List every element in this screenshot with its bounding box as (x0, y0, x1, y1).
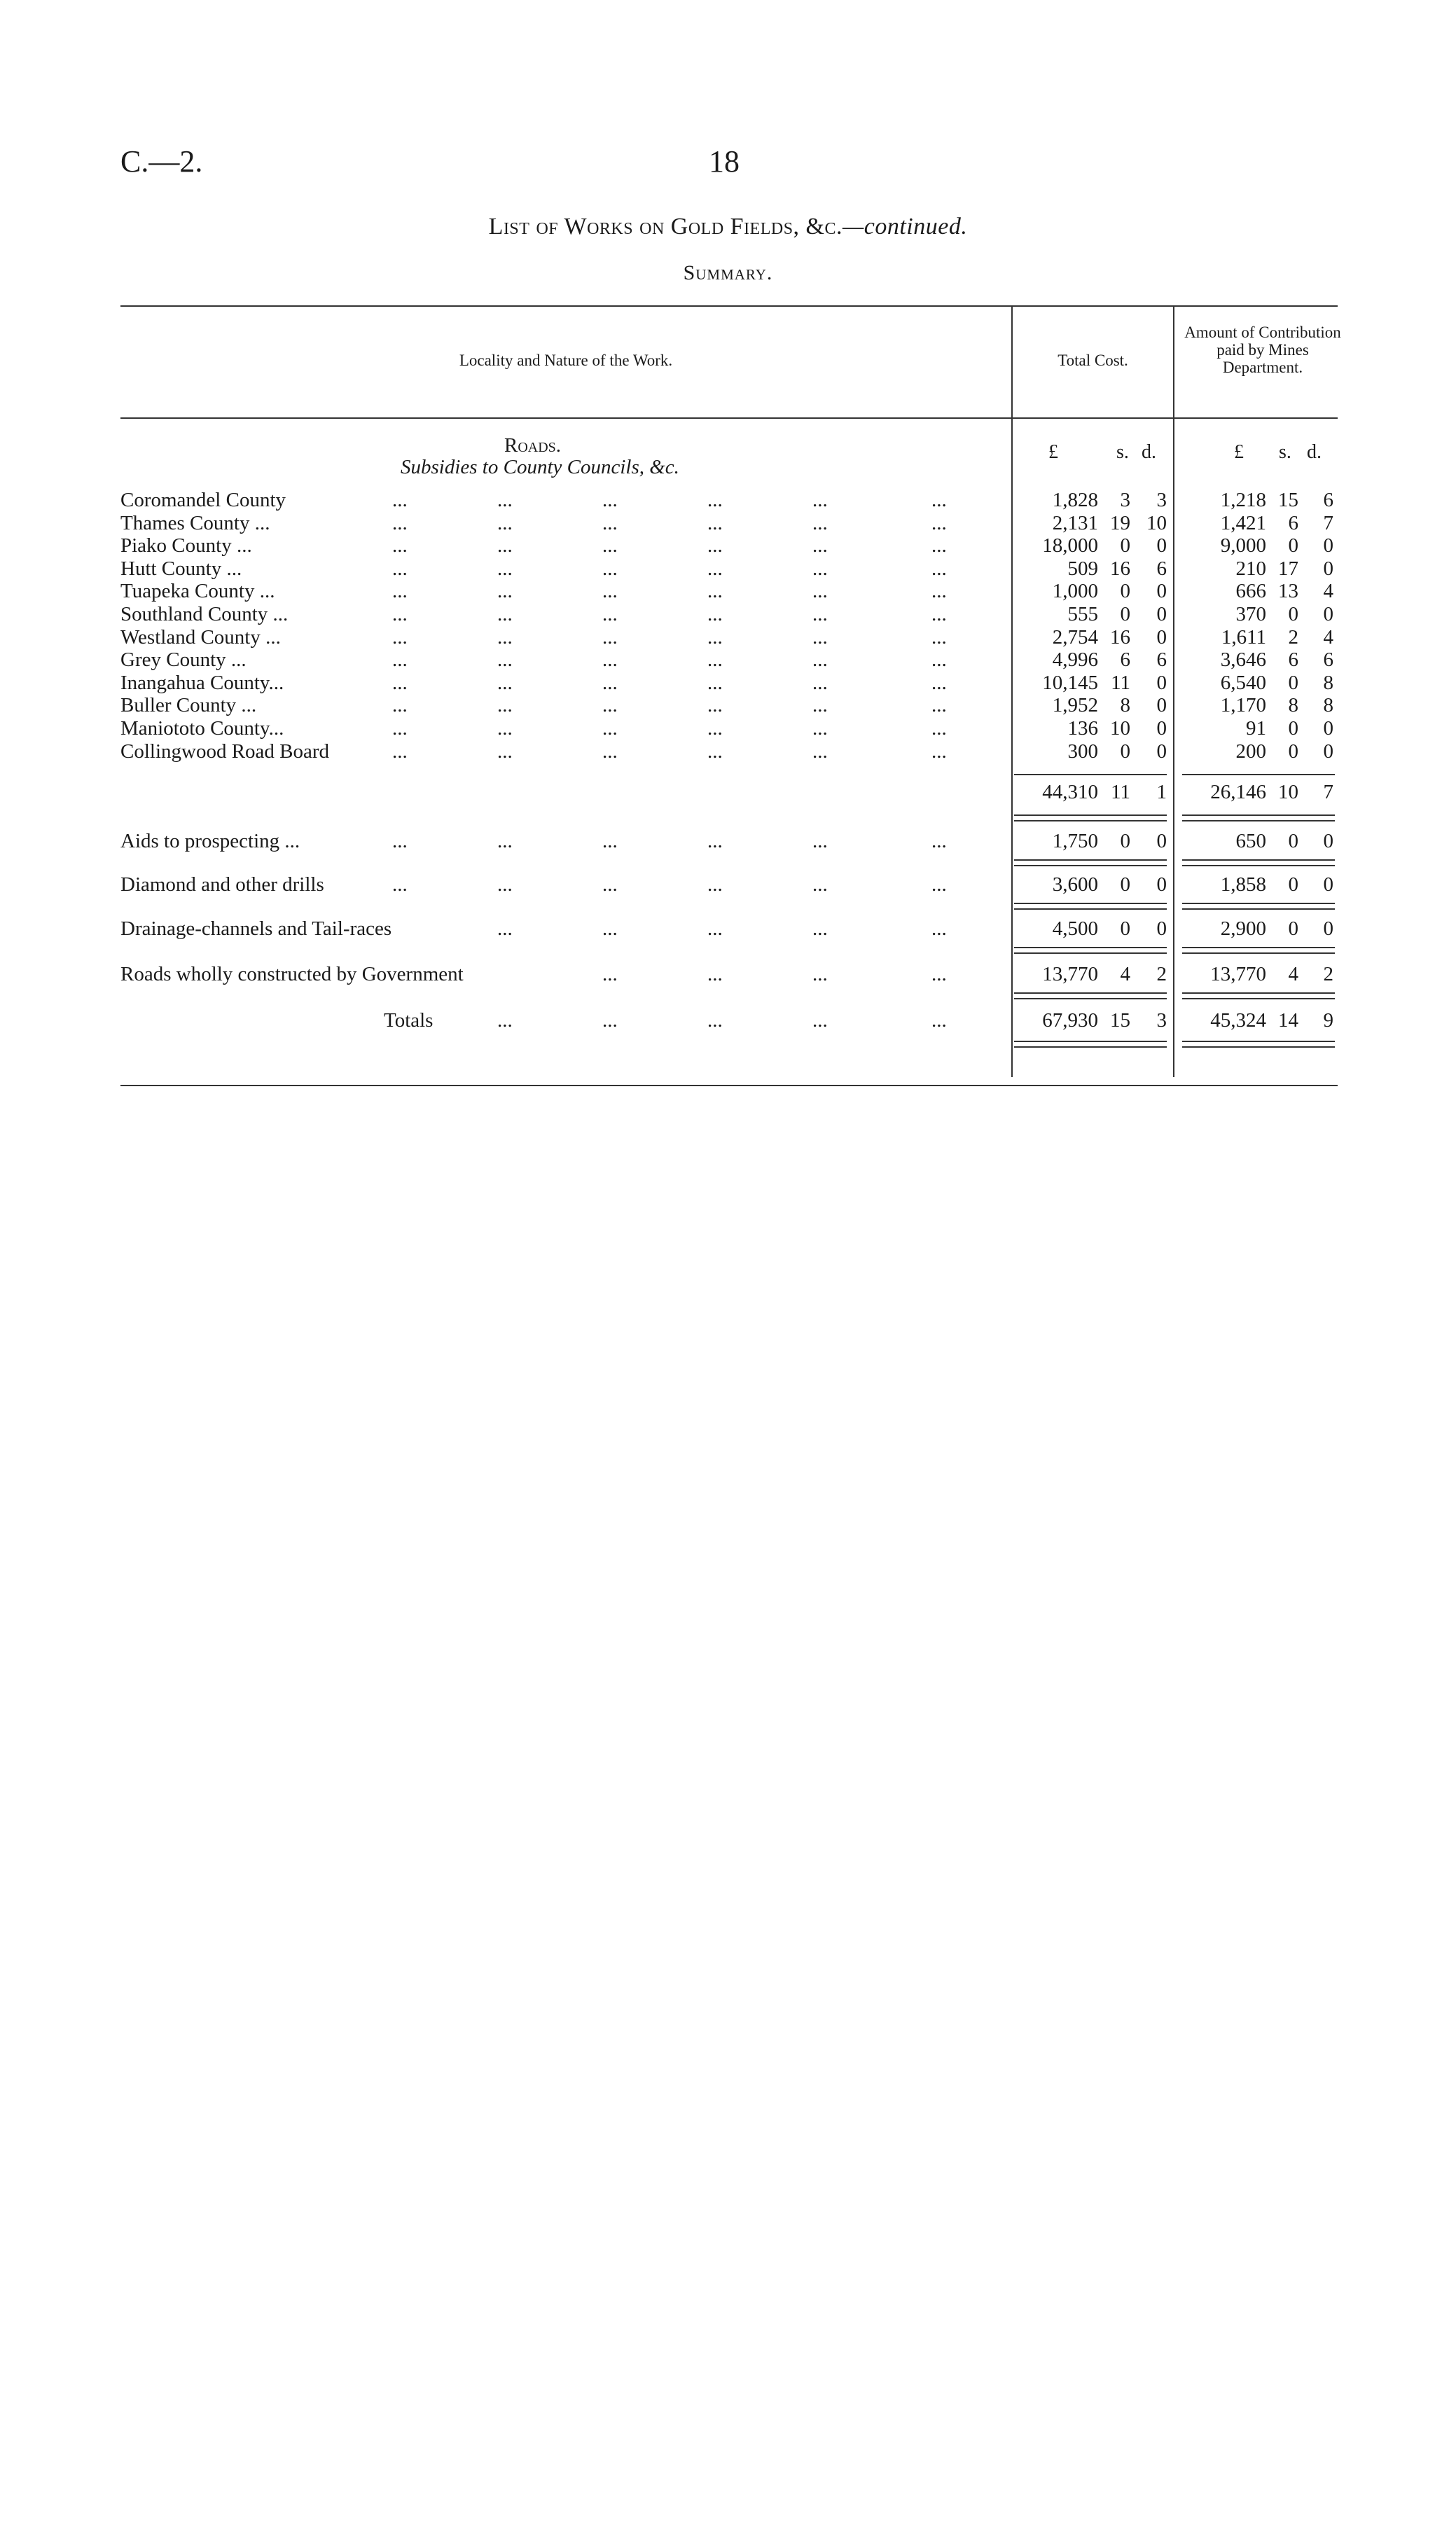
leader-dots: ... (392, 717, 408, 740)
leader-dots: ... (392, 557, 408, 580)
contribution-pence: 0 (1323, 740, 1333, 763)
row-label: Westland County ... (120, 625, 281, 649)
leader-dots: ... (931, 740, 947, 763)
row-label: Buller County ... (120, 694, 257, 717)
table-row (0, 672, 1456, 694)
leader-dots: ... (602, 580, 618, 603)
contribution-pounds: 2,900 (1220, 917, 1266, 940)
dot-leaders (392, 781, 1000, 803)
contribution-pounds: 6,540 (1220, 671, 1266, 694)
dot-leaders (392, 694, 1000, 716)
contribution-pence: 7 (1323, 781, 1333, 803)
total-cost-pounds: 18,000 (1042, 534, 1098, 557)
table-row (0, 963, 1456, 985)
total-cost-pence: 3 (1156, 489, 1167, 511)
total-cost-pounds: 1,952 (1052, 694, 1098, 717)
total-cost-pence: 0 (1156, 534, 1167, 557)
leader-dots: ... (812, 649, 828, 672)
leader-dots: ... (812, 740, 828, 763)
total-cost-pounds: 1,000 (1052, 580, 1098, 603)
total-cost-pence: 0 (1156, 625, 1167, 649)
leader-dots: ... (497, 489, 513, 511)
leader-dots: ... (497, 580, 513, 603)
leader-dots: ... (707, 511, 723, 534)
leader-dots: ... (602, 963, 618, 985)
total-cost-pence: 0 (1156, 717, 1167, 740)
row-label: Thames County ... (120, 511, 270, 534)
table-bottom-rule (120, 1085, 1338, 1086)
leader-dots: ... (707, 534, 723, 557)
leader-dots: ... (707, 671, 723, 694)
leader-dots: ... (602, 649, 618, 672)
leader-dots: ... (707, 917, 723, 940)
leader-dots: ... (392, 694, 408, 717)
contribution-shillings: 13 (1278, 580, 1298, 603)
row-label: Aids to prospecting ... (120, 830, 300, 852)
contribution-pounds: 13,770 (1210, 963, 1266, 985)
leader-dots: ... (931, 671, 947, 694)
leader-dots: ... (707, 873, 723, 896)
table-row (0, 740, 1456, 763)
leader-dots: ... (812, 489, 828, 511)
contribution-pence: 6 (1323, 489, 1333, 511)
leader-dots: ... (931, 534, 947, 557)
row-label: Tuapeka County ... (120, 580, 275, 603)
leader-dots: ... (812, 873, 828, 896)
contribution-shillings: 0 (1288, 534, 1298, 557)
total-cost-pounds: 4,996 (1052, 649, 1098, 672)
leader-dots: ... (707, 717, 723, 740)
double-rule (1182, 903, 1335, 910)
dot-leaders (392, 917, 1000, 940)
leader-dots: ... (812, 1009, 828, 1032)
leader-dots: ... (392, 830, 408, 852)
leader-dots: ... (392, 580, 408, 603)
total-cost-shillings: 0 (1120, 534, 1130, 557)
contribution-shillings: 0 (1288, 917, 1298, 940)
contribution-shillings: 6 (1288, 511, 1298, 534)
contribution-shillings: 0 (1288, 740, 1298, 763)
total-cost-pounds: 13,770 (1042, 963, 1098, 985)
leader-dots: ... (602, 511, 618, 534)
double-rule (1182, 992, 1335, 999)
total-cost-pence: 1 (1156, 781, 1167, 803)
double-rule (1014, 947, 1167, 954)
contribution-pence: 0 (1323, 717, 1333, 740)
leader-dots: ... (497, 873, 513, 896)
total-cost-shillings: 0 (1120, 580, 1130, 603)
contribution-pounds: 210 (1235, 557, 1266, 580)
contribution-shillings: 4 (1288, 963, 1298, 985)
leader-dots: ... (931, 557, 947, 580)
title-main: List of Works on Gold Fields, &c. (488, 214, 843, 240)
unit-s-cost: s. (1116, 441, 1129, 463)
leader-dots: ... (392, 625, 408, 649)
double-rule (1014, 1041, 1167, 1048)
contribution-shillings: 0 (1288, 873, 1298, 896)
double-rule (1182, 947, 1335, 954)
row-label: Diamond and other drills (120, 873, 324, 896)
dot-leaders (392, 512, 1000, 534)
dot-leaders (392, 580, 1000, 602)
table-row (0, 489, 1456, 511)
column-header-total-cost: Total Cost. (1058, 352, 1128, 369)
leader-dots: ... (707, 557, 723, 580)
table-row (0, 580, 1456, 602)
leader-dots: ... (602, 557, 618, 580)
dot-leaders (392, 873, 1000, 896)
leader-dots: ... (602, 489, 618, 511)
table-row (0, 830, 1456, 852)
total-cost-shillings: 0 (1120, 873, 1130, 896)
leader-dots: ... (812, 580, 828, 603)
total-cost-shillings: 0 (1120, 740, 1130, 763)
row-label: Southland County ... (120, 603, 289, 625)
contribution-pounds: 1,218 (1220, 489, 1266, 511)
table-row (0, 917, 1456, 940)
leader-dots: ... (707, 489, 723, 511)
leader-dots: ... (707, 649, 723, 672)
row-label: Roads wholly constructed by Government (120, 963, 464, 985)
contribution-pounds: 26,146 (1210, 781, 1266, 803)
row-label: Totals (384, 1009, 434, 1032)
contribution-pounds: 1,858 (1220, 873, 1266, 896)
total-cost-pounds: 509 (1067, 557, 1098, 580)
leader-dots: ... (497, 625, 513, 649)
leader-dots: ... (497, 740, 513, 763)
total-cost-shillings: 16 (1110, 557, 1130, 580)
row-label: Grey County ... (120, 649, 247, 672)
total-cost-shillings: 3 (1120, 489, 1130, 511)
leader-dots: ... (931, 625, 947, 649)
row-label: Maniototo County... (120, 717, 284, 740)
dot-leaders (392, 1009, 1000, 1032)
section-heading-roads: Roads. (504, 434, 562, 457)
contribution-pence: 6 (1323, 649, 1333, 672)
leader-dots: ... (497, 830, 513, 852)
leader-dots: ... (707, 1009, 723, 1032)
contribution-shillings: 17 (1278, 557, 1298, 580)
contribution-shillings: 2 (1288, 625, 1298, 649)
contribution-pence: 7 (1323, 511, 1333, 534)
total-cost-shillings: 11 (1111, 671, 1130, 694)
table-row (0, 512, 1456, 534)
contribution-pounds: 666 (1235, 580, 1266, 603)
total-cost-pounds: 136 (1067, 717, 1098, 740)
unit-pound-contribution: £ (1234, 441, 1244, 463)
contribution-shillings: 15 (1278, 489, 1298, 511)
contribution-pence: 9 (1323, 1009, 1333, 1032)
double-rule (1014, 903, 1167, 910)
leader-dots: ... (707, 603, 723, 625)
dot-leaders (392, 489, 1000, 511)
row-label: Drainage-channels and Tail-races (120, 917, 392, 940)
leader-dots: ... (707, 740, 723, 763)
contribution-pounds: 200 (1235, 740, 1266, 763)
leader-dots: ... (497, 694, 513, 717)
total-cost-shillings: 15 (1110, 1009, 1130, 1032)
contribution-pounds: 1,611 (1221, 625, 1266, 649)
total-cost-pence: 0 (1156, 580, 1167, 603)
total-cost-pence: 0 (1156, 740, 1167, 763)
total-cost-shillings: 11 (1111, 781, 1130, 803)
leader-dots: ... (812, 830, 828, 852)
contribution-shillings: 10 (1278, 781, 1298, 803)
leader-dots: ... (707, 963, 723, 985)
dot-leaders (392, 830, 1000, 852)
total-cost-pence: 0 (1156, 671, 1167, 694)
total-cost-pounds: 555 (1067, 603, 1098, 625)
document-reference: C.—2. (120, 144, 203, 179)
leader-dots: ... (931, 963, 947, 985)
leader-dots: ... (497, 511, 513, 534)
table-row (0, 649, 1456, 671)
dot-leaders (392, 626, 1000, 649)
contribution-pence: 4 (1323, 580, 1333, 603)
leader-dots: ... (497, 603, 513, 625)
contribution-pounds: 3,646 (1220, 649, 1266, 672)
contribution-shillings: 0 (1288, 671, 1298, 694)
column-header-locality: Locality and Nature of the Work. (459, 352, 673, 369)
total-cost-pence: 0 (1156, 830, 1167, 852)
total-cost-pence: 0 (1156, 917, 1167, 940)
leader-dots: ... (707, 580, 723, 603)
contribution-shillings: 8 (1288, 694, 1298, 717)
leader-dots: ... (707, 694, 723, 717)
leader-dots: ... (931, 489, 947, 511)
contribution-pence: 0 (1323, 917, 1333, 940)
row-label: Inangahua County... (120, 671, 284, 694)
leader-dots: ... (392, 489, 408, 511)
total-cost-pence: 6 (1156, 557, 1167, 580)
page-title (0, 214, 1456, 240)
leader-dots: ... (602, 717, 618, 740)
leader-dots: ... (602, 873, 618, 896)
leader-dots: ... (602, 740, 618, 763)
total-cost-pounds: 4,500 (1052, 917, 1098, 940)
contribution-pounds: 91 (1246, 717, 1266, 740)
contribution-pounds: 650 (1235, 830, 1266, 852)
contribution-shillings: 6 (1288, 649, 1298, 672)
sum-rule (1014, 774, 1167, 775)
leader-dots: ... (812, 603, 828, 625)
unit-d-cost: d. (1142, 441, 1156, 463)
unit-pound-cost: £ (1048, 441, 1058, 463)
page-subtitle: Summary. (683, 261, 773, 284)
total-cost-shillings: 19 (1110, 511, 1130, 534)
total-cost-pounds: 10,145 (1042, 671, 1098, 694)
leader-dots: ... (392, 603, 408, 625)
leader-dots: ... (812, 694, 828, 717)
page-number: 18 (709, 144, 740, 179)
dot-leaders (392, 649, 1000, 671)
leader-dots: ... (602, 1009, 618, 1032)
leader-dots: ... (602, 830, 618, 852)
dot-leaders (392, 534, 1000, 557)
leader-dots: ... (392, 534, 408, 557)
table-row (0, 717, 1456, 740)
leader-dots: ... (812, 557, 828, 580)
contribution-shillings: 0 (1288, 717, 1298, 740)
dot-leaders (392, 557, 1000, 580)
leader-dots: ... (812, 625, 828, 649)
contribution-shillings: 0 (1288, 830, 1298, 852)
dot-leaders (392, 963, 1000, 985)
leader-dots: ... (931, 694, 947, 717)
contribution-shillings: 0 (1288, 603, 1298, 625)
contribution-pence: 0 (1323, 603, 1333, 625)
total-cost-shillings: 16 (1110, 625, 1130, 649)
total-cost-shillings: 0 (1120, 830, 1130, 852)
table-row (0, 626, 1456, 649)
leader-dots: ... (812, 917, 828, 940)
contribution-pence: 0 (1323, 557, 1333, 580)
leader-dots: ... (812, 717, 828, 740)
row-label: Piako County ... (120, 534, 252, 557)
total-cost-pounds: 3,600 (1052, 873, 1098, 896)
total-cost-shillings: 4 (1120, 963, 1130, 985)
double-rule (1014, 859, 1167, 866)
totals-row (0, 1009, 1456, 1032)
leader-dots: ... (812, 511, 828, 534)
total-cost-pence: 3 (1156, 1009, 1167, 1032)
total-cost-pounds: 1,828 (1052, 489, 1098, 511)
leader-dots: ... (392, 740, 408, 763)
table-top-rule (120, 305, 1338, 307)
leader-dots: ... (602, 671, 618, 694)
total-cost-pounds: 300 (1067, 740, 1098, 763)
leader-dots: ... (497, 917, 513, 940)
contribution-pence: 4 (1323, 625, 1333, 649)
table-row (0, 557, 1456, 580)
total-cost-pence: 0 (1156, 603, 1167, 625)
leader-dots: ... (497, 717, 513, 740)
total-cost-shillings: 8 (1120, 694, 1130, 717)
leader-dots: ... (497, 1009, 513, 1032)
column-header-contribution: Amount of Contribution paid by Mines Department. (1184, 324, 1341, 376)
leader-dots: ... (392, 873, 408, 896)
leader-dots: ... (931, 1009, 947, 1032)
leader-dots: ... (602, 917, 618, 940)
row-label: Collingwood Road Board (120, 740, 330, 763)
leader-dots: ... (497, 671, 513, 694)
contribution-pence: 2 (1323, 963, 1333, 985)
sum-rule (1182, 774, 1335, 775)
leader-dots: ... (602, 603, 618, 625)
double-rule (1014, 814, 1167, 821)
table-row (0, 873, 1456, 896)
leader-dots: ... (392, 671, 408, 694)
contribution-pounds: 9,000 (1220, 534, 1266, 557)
table-row (0, 694, 1456, 716)
total-cost-pounds: 67,930 (1042, 1009, 1098, 1032)
leader-dots: ... (931, 603, 947, 625)
leader-dots: ... (602, 694, 618, 717)
total-cost-pence: 6 (1156, 649, 1167, 672)
leader-dots: ... (392, 649, 408, 672)
contribution-pounds: 45,324 (1210, 1009, 1266, 1032)
contribution-pence: 0 (1323, 534, 1333, 557)
total-cost-pounds: 2,131 (1052, 511, 1098, 534)
leader-dots: ... (931, 873, 947, 896)
section-subheading-roads: Subsidies to County Councils, &c. (401, 456, 679, 478)
contribution-pounds: 1,170 (1220, 694, 1266, 717)
contribution-pence: 0 (1323, 830, 1333, 852)
leader-dots: ... (931, 717, 947, 740)
leader-dots: ... (812, 963, 828, 985)
leader-dots: ... (602, 625, 618, 649)
unit-s-contribution: s. (1279, 441, 1291, 463)
leader-dots: ... (707, 830, 723, 852)
total-cost-shillings: 10 (1110, 717, 1130, 740)
leader-dots: ... (931, 649, 947, 672)
leader-dots: ... (497, 534, 513, 557)
leader-dots: ... (497, 649, 513, 672)
title-continued: —continued. (843, 214, 968, 240)
double-rule (1014, 992, 1167, 999)
header-bottom-rule (120, 417, 1338, 419)
leader-dots: ... (392, 511, 408, 534)
dot-leaders (392, 717, 1000, 740)
total-cost-pence: 2 (1156, 963, 1167, 985)
contribution-pence: 0 (1323, 873, 1333, 896)
leader-dots: ... (497, 557, 513, 580)
leader-dots: ... (812, 534, 828, 557)
leader-dots: ... (931, 580, 947, 603)
contribution-pounds: 1,421 (1220, 511, 1266, 534)
leader-dots: ... (931, 511, 947, 534)
leader-dots: ... (931, 917, 947, 940)
total-cost-pounds: 44,310 (1042, 781, 1098, 803)
row-label: Hutt County ... (120, 557, 242, 580)
contribution-shillings: 14 (1278, 1009, 1298, 1032)
contribution-pounds: 370 (1235, 603, 1266, 625)
total-cost-pence: 0 (1156, 873, 1167, 896)
dot-leaders (392, 740, 1000, 763)
total-cost-shillings: 6 (1120, 649, 1130, 672)
roads-subtotal-row (0, 781, 1456, 803)
double-rule (1182, 859, 1335, 866)
total-cost-pounds: 2,754 (1052, 625, 1098, 649)
unit-d-contribution: d. (1307, 441, 1322, 463)
total-cost-shillings: 0 (1120, 603, 1130, 625)
contribution-pence: 8 (1323, 671, 1333, 694)
leader-dots: ... (707, 625, 723, 649)
leader-dots: ... (931, 830, 947, 852)
row-label: Coromandel County (120, 489, 286, 511)
table-row (0, 534, 1456, 557)
total-cost-shillings: 0 (1120, 917, 1130, 940)
leader-dots: ... (812, 671, 828, 694)
table-row (0, 603, 1456, 625)
double-rule (1182, 814, 1335, 821)
double-rule (1182, 1041, 1335, 1048)
total-cost-pounds: 1,750 (1052, 830, 1098, 852)
total-cost-pence: 0 (1156, 694, 1167, 717)
contribution-pence: 8 (1323, 694, 1333, 717)
total-cost-pence: 10 (1146, 511, 1167, 534)
leader-dots: ... (602, 534, 618, 557)
dot-leaders (392, 672, 1000, 694)
dot-leaders (392, 603, 1000, 625)
